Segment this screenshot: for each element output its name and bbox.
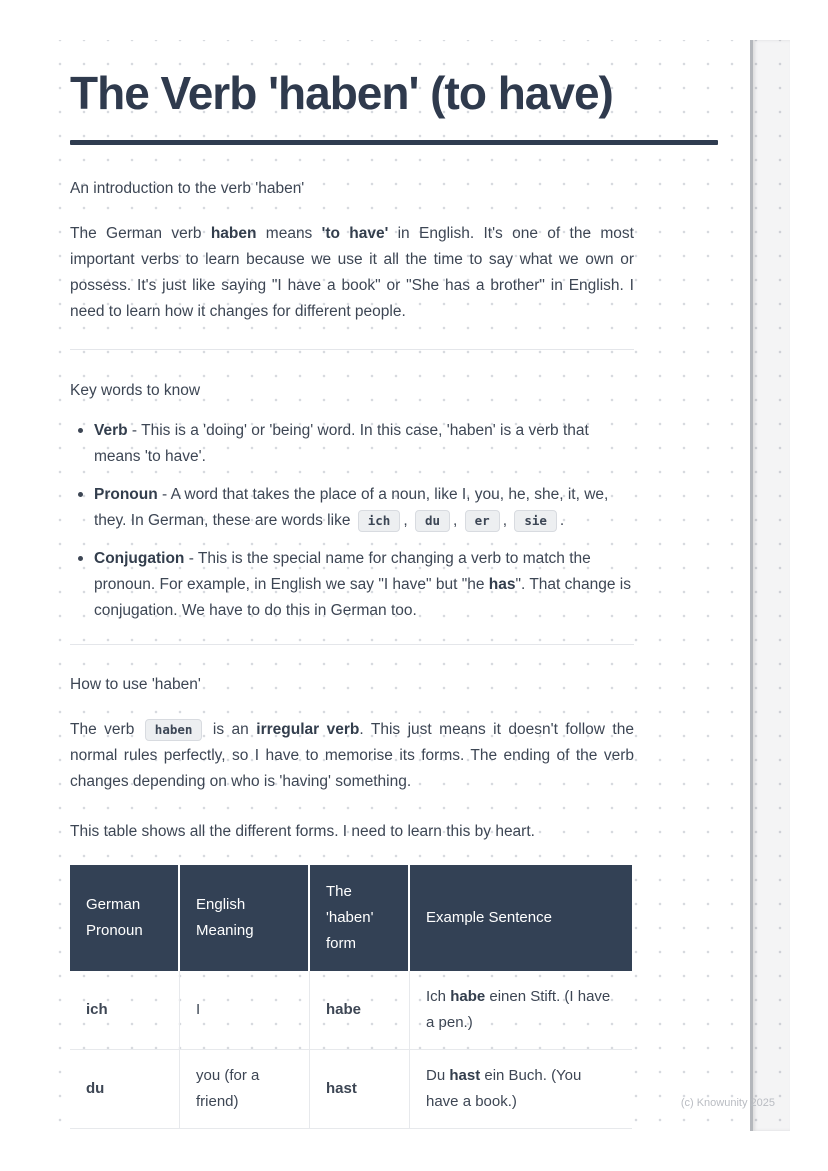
conjugation-table: [70, 865, 632, 1129]
keyword-item-verb: Verb - This is a 'doing' or 'being' word. In this case, 'haben' is a verb that means 'to have'.: [70, 418, 634, 470]
section-heading-usage: How to use 'haben': [70, 676, 201, 694]
table-header-row: [70, 865, 632, 971]
cell-example: Du hast ein Buch. (You have a book.): [410, 1050, 632, 1129]
section-divider: [70, 644, 634, 645]
cell-form: habe: [310, 971, 410, 1050]
keyword-item-conjugation: Conjugation - This is the special name for changing a verb to match the pronoun. For example, in English we say "I have" but "he has". That change is conjugation. We have to do this in German too.: [70, 546, 634, 624]
usage-paragraph: The verb haben is an irregular verb. This just means it doesn't follow the normal rules perfectly, so I have to memorise its forms. The ending of the verb changes depending on who is 'having' something.: [70, 721, 634, 791]
section-heading-introduction: An introduction to the verb 'haben': [70, 180, 305, 198]
page-content: [70, 40, 634, 1129]
notebook-page: [40, 40, 790, 1131]
cell-example: Ich habe einen Stift. (I have a pen.): [410, 971, 632, 1050]
cell-pronoun: ich: [70, 971, 180, 1050]
table-intro-text: This table shows all the different forms. I need to learn this by heart.: [70, 823, 535, 841]
copyright-watermark: (c) Knowunity 2025: [680, 1097, 775, 1109]
cell-pronoun: du: [70, 1050, 180, 1129]
table-row-du: [70, 1050, 632, 1129]
section-heading-keywords: Key words to know: [70, 382, 201, 400]
introduction-paragraph: The German verb haben means 'to have' in English. It's one of the most important verbs to learn because we use it all the time to say what we own or possess. It's just like saying "I have a book" or "She has a brother" in English. I need to learn how it changes for different people.: [70, 225, 634, 321]
page-edge-shadow: [750, 40, 790, 1131]
page-title: The Verb 'haben' (to have): [70, 67, 613, 119]
keyword-list: [70, 418, 634, 624]
cell-meaning: I: [180, 971, 310, 1050]
title-underline-rule: [70, 140, 718, 145]
column-header-english-meaning: English Meaning: [180, 865, 310, 971]
cell-form: hast: [310, 1050, 410, 1129]
column-header-german-pronoun: German Pronoun: [70, 865, 180, 971]
cell-meaning: you (for a friend): [180, 1050, 310, 1129]
keyword-item-pronoun: Pronoun - A word that takes the place of a noun, like I, you, he, she, it, we, they. In German, these are words like ich , du , er , sie .: [70, 482, 634, 534]
column-header-example-sentence: Example Sentence: [410, 865, 632, 971]
table-row-ich: [70, 971, 632, 1050]
column-header-haben-form: The 'haben' form: [310, 865, 410, 971]
section-divider: [70, 349, 634, 350]
